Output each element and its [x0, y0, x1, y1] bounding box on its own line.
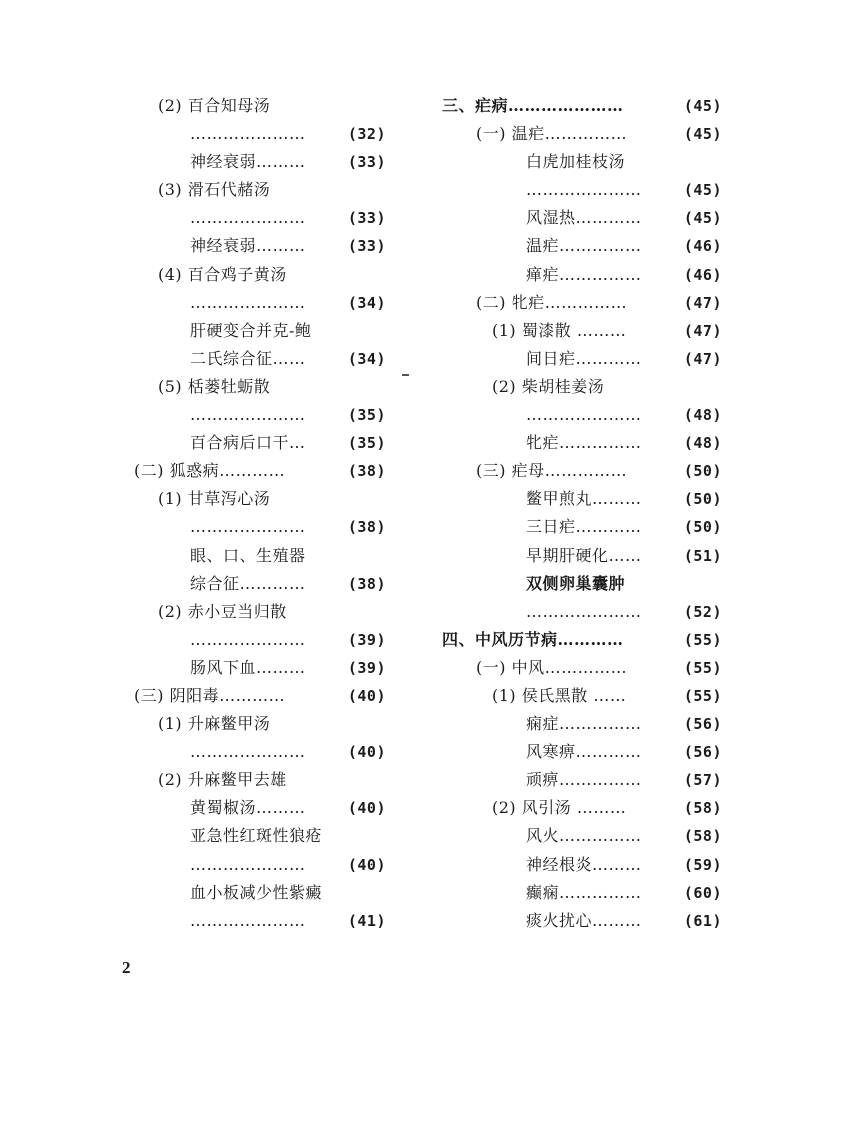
toc-entry-title: (一) 温疟……………: [476, 124, 628, 144]
toc-entry-title: 风湿热…………: [526, 208, 642, 228]
toc-entry: [442, 232, 722, 260]
toc-entry: [134, 261, 386, 289]
toc-entry: [134, 794, 386, 822]
toc-entry-title: …………………: [190, 124, 306, 144]
toc-entry: [134, 822, 386, 850]
toc-entry: [134, 879, 386, 907]
toc-entry-title: 牝疟……………: [526, 433, 642, 453]
toc-entry: [134, 429, 386, 457]
toc-entry: [442, 626, 722, 654]
toc-entry-page: (38): [347, 574, 386, 593]
toc-entry-page: (45): [683, 97, 722, 115]
toc-column-right: [442, 92, 722, 935]
toc-entry-page: (38): [347, 462, 386, 481]
toc-entry-page: (58): [683, 827, 722, 846]
toc-entry: [442, 457, 722, 485]
toc-entry: [442, 204, 722, 232]
toc-entry-page: (56): [683, 715, 722, 734]
toc-column-left: [134, 92, 386, 935]
toc-entry: [134, 317, 386, 345]
toc-entry: [442, 879, 722, 907]
toc-entry-title: 风寒痹…………: [526, 742, 642, 762]
toc-entry-page: (55): [683, 658, 722, 677]
toc-entry-title: (3) 滑石代赭汤: [158, 180, 271, 200]
toc-entry-title: …………………: [190, 629, 306, 649]
toc-entry-title: (2) 柴胡桂姜汤: [492, 376, 605, 396]
toc-entry: [134, 289, 386, 317]
toc-entry: [442, 598, 722, 626]
toc-entry-title: 三日疟…………: [526, 517, 642, 537]
toc-entry-page: (50): [683, 518, 722, 537]
toc-entry: [134, 654, 386, 682]
toc-entry-title: 肝硬变合并克-鲍: [190, 320, 312, 340]
toc-entry-page: (48): [683, 406, 722, 425]
toc-entry-title: (一) 中风……………: [476, 657, 628, 677]
toc-entry-title: 间日疟…………: [526, 348, 642, 368]
toc-entry: [134, 345, 386, 373]
toc-entry: [134, 92, 386, 120]
toc-entry: [442, 261, 722, 289]
toc-entry-title: 神经根炎………: [526, 854, 642, 874]
toc-entry-title: 黄蜀椒汤………: [190, 798, 306, 818]
toc-entry: [134, 457, 386, 485]
toc-entry: [442, 345, 722, 373]
toc-entry: [442, 907, 722, 935]
toc-entry: [134, 232, 386, 260]
toc-entry: [442, 822, 722, 850]
toc-entry: [134, 513, 386, 541]
toc-entry-title: 早期肝硬化……: [526, 545, 642, 565]
toc-entry: [134, 485, 386, 513]
toc-entry-page: (58): [683, 799, 722, 818]
toc-entry-title: (1) 蜀漆散 ………: [492, 320, 627, 340]
toc-entry: [134, 401, 386, 429]
toc-entry-page: (35): [347, 406, 386, 425]
toc-entry-title: …………………: [190, 517, 306, 537]
toc-entry: [442, 654, 722, 682]
toc-entry-title: …………………: [190, 292, 306, 312]
toc-entry-title: 眼、口、生殖器: [190, 545, 306, 565]
toc-entry-page: (55): [683, 630, 722, 649]
toc-entry-page: (47): [683, 349, 722, 368]
toc-entry-page: (33): [347, 153, 386, 172]
toc-entry-title: 双侧卵巢囊肿: [526, 573, 626, 593]
toc-entry-title: (2) 赤小豆当归散: [158, 601, 287, 621]
toc-entry-title: (二) 牝疟……………: [476, 292, 628, 312]
toc-entry: [134, 851, 386, 879]
page-number: 2: [122, 958, 131, 977]
toc-entry: [134, 766, 386, 794]
toc-entry-title: (2) 风引汤 ………: [492, 798, 627, 818]
toc-entry: [442, 851, 722, 879]
toc-entry-title: (1) 升麻鳖甲汤: [158, 714, 271, 734]
toc-entry-page: (52): [683, 602, 722, 621]
toc-entry-title: 温疟……………: [526, 236, 642, 256]
toc-entry: [442, 317, 722, 345]
toc-entry: [442, 176, 722, 204]
toc-entry-page: (46): [683, 237, 722, 256]
toc-entry: [442, 92, 722, 120]
toc-entry: [442, 429, 722, 457]
toc-entry: [442, 710, 722, 738]
toc-entry-title: …………………: [190, 405, 306, 425]
toc-entry-title: 综合征…………: [190, 573, 306, 593]
toc-entry-page: (41): [347, 911, 386, 930]
toc-entry-title: …………………: [526, 180, 642, 200]
toc-entry: [134, 682, 386, 710]
toc-entry-page: (39): [347, 630, 386, 649]
toc-entry-page: (39): [347, 658, 386, 677]
toc-entry-page: (55): [683, 686, 722, 705]
toc-entry-page: (60): [683, 883, 722, 902]
toc-entry-page: (61): [683, 911, 722, 930]
toc-entry-page: (34): [347, 349, 386, 368]
toc-entry-title: …………………: [526, 601, 642, 621]
toc-entry-page: (35): [347, 434, 386, 453]
toc-entry-page: (45): [683, 125, 722, 144]
toc-entry-title: (三) 疟母……………: [476, 461, 628, 481]
toc-entry-title: …………………: [190, 854, 306, 874]
toc-entry: [134, 738, 386, 766]
toc-entry-title: 癫痫……………: [526, 882, 642, 902]
toc-entry-title: 百合病后口干…: [190, 433, 306, 453]
toc-entry-title: (1) 侯氏黑散 ……: [492, 685, 627, 705]
toc-entry-title: (2) 百合知母汤: [158, 96, 271, 115]
scan-speck: [402, 374, 409, 376]
toc-entry-page: (46): [683, 265, 722, 284]
toc-entry: [442, 148, 722, 176]
toc-entry-title: 神经衰弱………: [190, 152, 306, 172]
toc-entry-title: 风火……………: [526, 826, 642, 846]
toc-entry: [442, 120, 722, 148]
toc-entry: [442, 794, 722, 822]
toc-entry: [442, 485, 722, 513]
toc-entry: [134, 148, 386, 176]
toc-entry-title: …………………: [526, 405, 642, 425]
toc-entry: [442, 373, 722, 401]
toc-entry-page: (56): [683, 743, 722, 762]
toc-entry-title: 血小板减少性紫癜: [190, 882, 323, 902]
toc-entry-title: 痫症……………: [526, 714, 642, 734]
toc-entry: [134, 204, 386, 232]
toc-entry-page: (50): [683, 462, 722, 481]
toc-entry-title: (1) 甘草泻心汤: [158, 489, 271, 509]
toc-entry: [134, 710, 386, 738]
toc-entry-title: 痰火扰心………: [526, 910, 642, 930]
toc-entry-page: (51): [683, 546, 722, 565]
toc-entry-page: (40): [347, 799, 386, 818]
toc-entry: [134, 598, 386, 626]
toc-entry-title: (5) 栝蒌牡蛎散: [158, 376, 271, 396]
toc-entry-title: 瘅疟……………: [526, 264, 642, 284]
toc-entry-title: (2) 升麻鳖甲去雄: [158, 770, 287, 790]
toc-entry: [134, 542, 386, 570]
toc-entry-title: (4) 百合鸡子黄汤: [158, 264, 287, 284]
toc-entry-page: (47): [683, 293, 722, 312]
toc-entry: [134, 626, 386, 654]
toc-entry-page: (40): [347, 686, 386, 705]
toc-entry-page: (59): [683, 855, 722, 874]
toc-entry-title: …………………: [190, 208, 306, 228]
toc-entry: [442, 401, 722, 429]
toc-entry-title: 神经衰弱………: [190, 236, 306, 256]
toc-entry-page: (38): [347, 518, 386, 537]
toc-entry: [442, 542, 722, 570]
toc-entry-page: (40): [347, 743, 386, 762]
toc-entry: [442, 570, 722, 598]
toc-entry: [442, 289, 722, 317]
toc-entry: [134, 176, 386, 204]
toc-entry: [442, 766, 722, 794]
toc-entry-title: 亚急性红斑性狼疮: [190, 826, 323, 846]
toc-entry-title: (二) 狐惑病…………: [134, 461, 286, 481]
toc-entry-page: (40): [347, 855, 386, 874]
toc-entry: [442, 682, 722, 710]
toc-entry-title: 鳖甲煎丸………: [526, 489, 642, 509]
toc-entry-title: 四、中风历节病…………: [442, 629, 624, 649]
toc-entry: [134, 373, 386, 401]
toc-entry-page: (34): [347, 293, 386, 312]
toc-entry-page: (33): [347, 209, 386, 228]
toc-entry-page: (45): [683, 181, 722, 200]
toc-entry: [442, 513, 722, 541]
toc-entry-page: (32): [347, 125, 386, 144]
toc-entry-title: …………………: [190, 742, 306, 762]
toc-entry: [134, 907, 386, 935]
toc-entry-page: (50): [683, 490, 722, 509]
toc-entry-title: 顽痹……………: [526, 770, 642, 790]
toc-entry-title: (三) 阴阳毒…………: [134, 685, 286, 705]
toc-entry-title: 白虎加桂枝汤: [526, 152, 626, 172]
toc-entry-page: (33): [347, 237, 386, 256]
toc-entry-page: (48): [683, 434, 722, 453]
toc-entry-title: 三、疟病…………………: [442, 96, 624, 115]
toc-entry-title: 肠风下血………: [190, 657, 306, 677]
toc-entry-page: (45): [683, 209, 722, 228]
toc-entry-title: 二氏综合征……: [190, 348, 306, 368]
toc-entry: [134, 570, 386, 598]
toc-entry-title: …………………: [190, 910, 306, 930]
toc-entry: [442, 738, 722, 766]
toc-entry-page: (47): [683, 321, 722, 340]
toc-entry: [134, 120, 386, 148]
toc-entry-page: (57): [683, 771, 722, 790]
